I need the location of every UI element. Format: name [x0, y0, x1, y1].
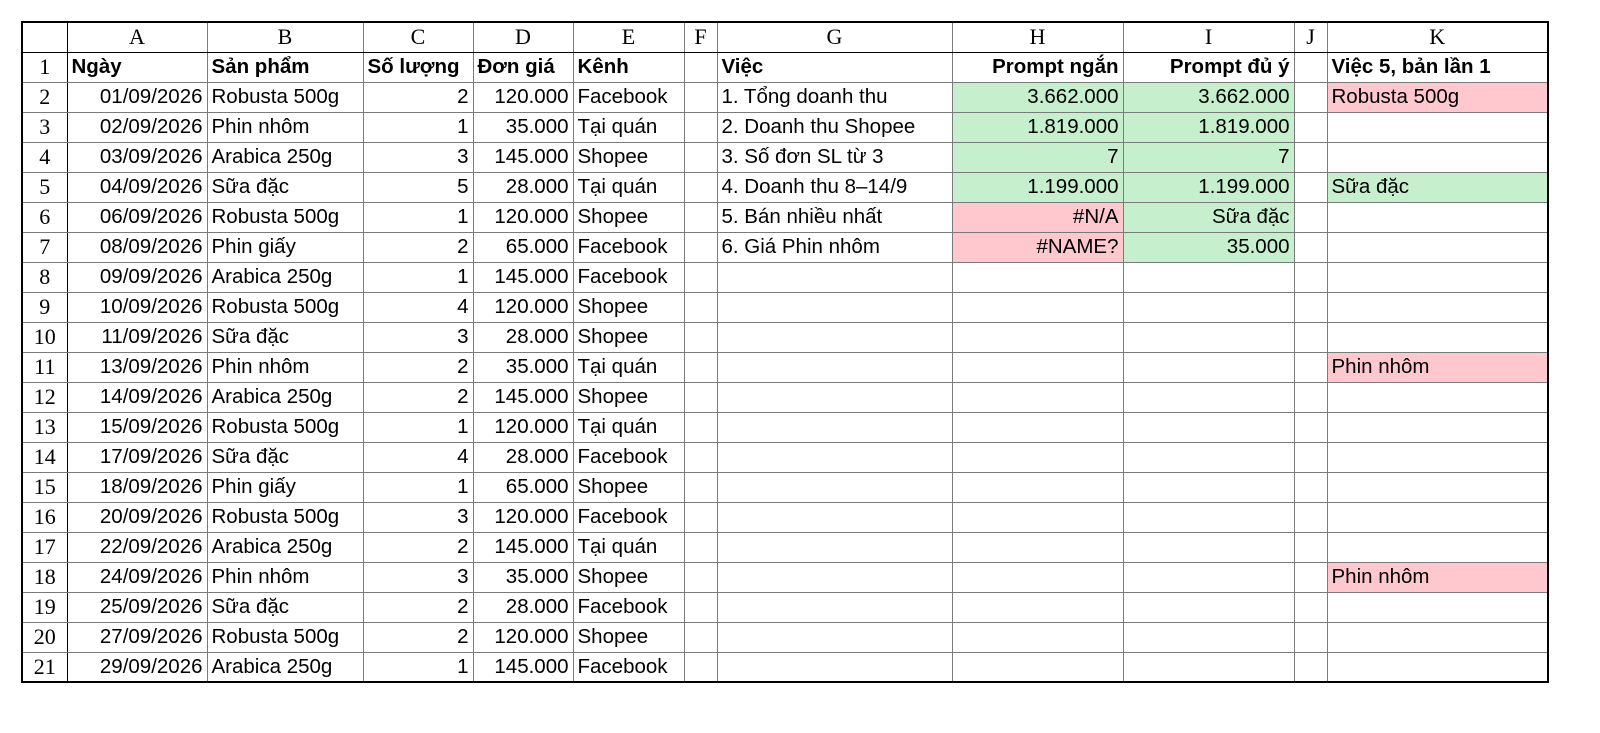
cell-h21[interactable]: [952, 652, 1123, 682]
cell-e1[interactable]: Kênh: [573, 52, 684, 82]
cell-d19[interactable]: 28.000: [473, 592, 573, 622]
cell-h17[interactable]: [952, 532, 1123, 562]
cell-j19[interactable]: [1294, 592, 1327, 622]
cell-d20[interactable]: 120.000: [473, 622, 573, 652]
cell-f15[interactable]: [684, 472, 717, 502]
cell-c9[interactable]: 4: [363, 292, 473, 322]
cell-c15[interactable]: 1: [363, 472, 473, 502]
sheet-row: [22, 562, 1548, 592]
cell-k2[interactable]: Robusta 500g: [1327, 82, 1548, 112]
cell-e14[interactable]: Facebook: [573, 442, 684, 472]
cell-h7[interactable]: #NAME?: [952, 232, 1123, 262]
cell-e10[interactable]: Shopee: [573, 322, 684, 352]
cell-a13[interactable]: 15/09/2026: [67, 412, 207, 442]
cell-d21[interactable]: 145.000: [473, 652, 573, 682]
row-header[interactable]: 3: [22, 112, 67, 142]
row-header[interactable]: 18: [22, 562, 67, 592]
cell-k15[interactable]: [1327, 472, 1548, 502]
row-header[interactable]: 4: [22, 142, 67, 172]
cell-k13[interactable]: [1327, 412, 1548, 442]
cell-b1[interactable]: Sản phẩm: [207, 52, 363, 82]
cell-k9[interactable]: [1327, 292, 1548, 322]
cell-e4[interactable]: Shopee: [573, 142, 684, 172]
cell-i2[interactable]: 3.662.000: [1123, 82, 1294, 112]
sheet-row: [22, 322, 1548, 352]
column-header-j[interactable]: J: [1294, 22, 1327, 52]
column-header-f[interactable]: F: [684, 22, 717, 52]
cell-j13[interactable]: [1294, 412, 1327, 442]
cell-i9[interactable]: [1123, 292, 1294, 322]
cell-a15[interactable]: 18/09/2026: [67, 472, 207, 502]
cell-j4[interactable]: [1294, 142, 1327, 172]
cell-e6[interactable]: Shopee: [573, 202, 684, 232]
cell-j5[interactable]: [1294, 172, 1327, 202]
cell-b5[interactable]: Sữa đặc: [207, 172, 363, 202]
cell-h2[interactable]: 3.662.000: [952, 82, 1123, 112]
cell-b18[interactable]: Phin nhôm: [207, 562, 363, 592]
cell-c20[interactable]: 2: [363, 622, 473, 652]
sheet-row: [22, 442, 1548, 472]
cell-f17[interactable]: [684, 532, 717, 562]
cell-f3[interactable]: [684, 112, 717, 142]
cell-b4[interactable]: Arabica 250g: [207, 142, 363, 172]
cell-h13[interactable]: [952, 412, 1123, 442]
cell-i10[interactable]: [1123, 322, 1294, 352]
cell-g20[interactable]: [717, 622, 952, 652]
cell-h1[interactable]: Prompt ngắn: [952, 52, 1123, 82]
cell-b13[interactable]: Robusta 500g: [207, 412, 363, 442]
column-header-d[interactable]: D: [473, 22, 573, 52]
cell-a2[interactable]: 01/09/2026: [67, 82, 207, 112]
sales-sheet-grid: [21, 21, 1549, 683]
cell-b9[interactable]: Robusta 500g: [207, 292, 363, 322]
cell-b17[interactable]: Arabica 250g: [207, 532, 363, 562]
row-header[interactable]: 14: [22, 442, 67, 472]
cell-d5[interactable]: 28.000: [473, 172, 573, 202]
row-header[interactable]: 12: [22, 382, 67, 412]
sheet-row: [22, 622, 1548, 652]
sheet-row: [22, 502, 1548, 532]
cell-g3[interactable]: 2. Doanh thu Shopee: [717, 112, 952, 142]
cell-a7[interactable]: 08/09/2026: [67, 232, 207, 262]
cell-f10[interactable]: [684, 322, 717, 352]
cell-e9[interactable]: Shopee: [573, 292, 684, 322]
cell-j8[interactable]: [1294, 262, 1327, 292]
cell-a20[interactable]: 27/09/2026: [67, 622, 207, 652]
cell-d18[interactable]: 35.000: [473, 562, 573, 592]
cell-i20[interactable]: [1123, 622, 1294, 652]
cell-g10[interactable]: [717, 322, 952, 352]
cell-g5[interactable]: 4. Doanh thu 8–14/9: [717, 172, 952, 202]
cell-f13[interactable]: [684, 412, 717, 442]
cell-k3[interactable]: [1327, 112, 1548, 142]
cell-f19[interactable]: [684, 592, 717, 622]
cell-f18[interactable]: [684, 562, 717, 592]
cell-j12[interactable]: [1294, 382, 1327, 412]
cell-j2[interactable]: [1294, 82, 1327, 112]
sheet-row: [22, 592, 1548, 622]
cell-h5[interactable]: 1.199.000: [952, 172, 1123, 202]
cell-e13[interactable]: Tại quán: [573, 412, 684, 442]
cell-g11[interactable]: [717, 352, 952, 382]
cell-c11[interactable]: 2: [363, 352, 473, 382]
cell-h15[interactable]: [952, 472, 1123, 502]
cell-i12[interactable]: [1123, 382, 1294, 412]
cell-g16[interactable]: [717, 502, 952, 532]
cell-h19[interactable]: [952, 592, 1123, 622]
cell-f16[interactable]: [684, 502, 717, 532]
cell-b15[interactable]: Phin giấy: [207, 472, 363, 502]
cell-c6[interactable]: 1: [363, 202, 473, 232]
cell-h18[interactable]: [952, 562, 1123, 592]
cell-a1[interactable]: Ngày: [67, 52, 207, 82]
cell-c4[interactable]: 3: [363, 142, 473, 172]
cell-i16[interactable]: [1123, 502, 1294, 532]
cell-g15[interactable]: [717, 472, 952, 502]
row-header[interactable]: 10: [22, 322, 67, 352]
cell-g18[interactable]: [717, 562, 952, 592]
cell-a14[interactable]: 17/09/2026: [67, 442, 207, 472]
sheet-row: [22, 202, 1548, 232]
cell-a21[interactable]: 29/09/2026: [67, 652, 207, 682]
row-header[interactable]: 21: [22, 652, 67, 682]
cell-c19[interactable]: 2: [363, 592, 473, 622]
row-header[interactable]: 9: [22, 292, 67, 322]
sheet-row: [22, 292, 1548, 322]
cell-i17[interactable]: [1123, 532, 1294, 562]
cell-a10[interactable]: 11/09/2026: [67, 322, 207, 352]
cell-j16[interactable]: [1294, 502, 1327, 532]
cell-b8[interactable]: Arabica 250g: [207, 262, 363, 292]
cell-e21[interactable]: Facebook: [573, 652, 684, 682]
cell-k21[interactable]: [1327, 652, 1548, 682]
cell-g14[interactable]: [717, 442, 952, 472]
cell-i1[interactable]: Prompt đủ ý: [1123, 52, 1294, 82]
sheet-row: [22, 412, 1548, 442]
cell-f14[interactable]: [684, 442, 717, 472]
cell-k11[interactable]: Phin nhôm: [1327, 352, 1548, 382]
cell-a18[interactable]: 24/09/2026: [67, 562, 207, 592]
cell-a19[interactable]: 25/09/2026: [67, 592, 207, 622]
sheet-row: [22, 472, 1548, 502]
cell-a11[interactable]: 13/09/2026: [67, 352, 207, 382]
cell-d8[interactable]: 145.000: [473, 262, 573, 292]
cell-h8[interactable]: [952, 262, 1123, 292]
cell-j1[interactable]: [1294, 52, 1327, 82]
cell-d9[interactable]: 120.000: [473, 292, 573, 322]
cell-j10[interactable]: [1294, 322, 1327, 352]
cell-a5[interactable]: 04/09/2026: [67, 172, 207, 202]
column-header-b[interactable]: B: [207, 22, 363, 52]
cell-k7[interactable]: [1327, 232, 1548, 262]
cell-d11[interactable]: 35.000: [473, 352, 573, 382]
row-header[interactable]: 7: [22, 232, 67, 262]
cell-d14[interactable]: 28.000: [473, 442, 573, 472]
cell-c5[interactable]: 5: [363, 172, 473, 202]
cell-b14[interactable]: Sữa đặc: [207, 442, 363, 472]
cell-c13[interactable]: 1: [363, 412, 473, 442]
cell-d3[interactable]: 35.000: [473, 112, 573, 142]
cell-j6[interactable]: [1294, 202, 1327, 232]
cell-f5[interactable]: [684, 172, 717, 202]
cell-j18[interactable]: [1294, 562, 1327, 592]
cell-j7[interactable]: [1294, 232, 1327, 262]
cell-j21[interactable]: [1294, 652, 1327, 682]
cell-k1[interactable]: Việc 5, bản lần 1: [1327, 52, 1548, 82]
cell-a17[interactable]: 22/09/2026: [67, 532, 207, 562]
cell-e16[interactable]: Facebook: [573, 502, 684, 532]
select-all-corner[interactable]: [22, 22, 67, 52]
cell-e7[interactable]: Facebook: [573, 232, 684, 262]
cell-h11[interactable]: [952, 352, 1123, 382]
cell-g12[interactable]: [717, 382, 952, 412]
cell-g6[interactable]: 5. Bán nhiều nhất: [717, 202, 952, 232]
cell-j14[interactable]: [1294, 442, 1327, 472]
cell-j17[interactable]: [1294, 532, 1327, 562]
cell-f1[interactable]: [684, 52, 717, 82]
cell-i19[interactable]: [1123, 592, 1294, 622]
cell-b19[interactable]: Sữa đặc: [207, 592, 363, 622]
cell-b16[interactable]: Robusta 500g: [207, 502, 363, 532]
cell-d15[interactable]: 65.000: [473, 472, 573, 502]
cell-c17[interactable]: 2: [363, 532, 473, 562]
cell-j15[interactable]: [1294, 472, 1327, 502]
sheet-row: [22, 82, 1548, 112]
cell-k8[interactable]: [1327, 262, 1548, 292]
cell-e5[interactable]: Tại quán: [573, 172, 684, 202]
cell-h10[interactable]: [952, 322, 1123, 352]
cell-j20[interactable]: [1294, 622, 1327, 652]
column-header-c[interactable]: C: [363, 22, 473, 52]
cell-i18[interactable]: [1123, 562, 1294, 592]
cell-g2[interactable]: 1. Tổng doanh thu: [717, 82, 952, 112]
cell-e20[interactable]: Shopee: [573, 622, 684, 652]
cell-j9[interactable]: [1294, 292, 1327, 322]
cell-d7[interactable]: 65.000: [473, 232, 573, 262]
cell-k6[interactable]: [1327, 202, 1548, 232]
cell-g13[interactable]: [717, 412, 952, 442]
cell-c7[interactable]: 2: [363, 232, 473, 262]
cell-g9[interactable]: [717, 292, 952, 322]
row-header[interactable]: 6: [22, 202, 67, 232]
cell-f11[interactable]: [684, 352, 717, 382]
cell-c18[interactable]: 3: [363, 562, 473, 592]
cell-i8[interactable]: [1123, 262, 1294, 292]
cell-a4[interactable]: 03/09/2026: [67, 142, 207, 172]
sheet-row: [22, 112, 1548, 142]
sheet-row: [22, 142, 1548, 172]
cell-k14[interactable]: [1327, 442, 1548, 472]
cell-c3[interactable]: 1: [363, 112, 473, 142]
cell-e17[interactable]: Tại quán: [573, 532, 684, 562]
cell-g8[interactable]: [717, 262, 952, 292]
column-header-h[interactable]: H: [952, 22, 1123, 52]
cell-i6[interactable]: Sữa đặc: [1123, 202, 1294, 232]
cell-j11[interactable]: [1294, 352, 1327, 382]
cell-h6[interactable]: #N/A: [952, 202, 1123, 232]
cell-i4[interactable]: 7: [1123, 142, 1294, 172]
sheet-row: [22, 172, 1548, 202]
cell-g19[interactable]: [717, 592, 952, 622]
cell-c2[interactable]: 2: [363, 82, 473, 112]
cell-d10[interactable]: 28.000: [473, 322, 573, 352]
cell-i11[interactable]: [1123, 352, 1294, 382]
cell-a3[interactable]: 02/09/2026: [67, 112, 207, 142]
cell-h4[interactable]: 7: [952, 142, 1123, 172]
cell-f12[interactable]: [684, 382, 717, 412]
cell-k4[interactable]: [1327, 142, 1548, 172]
cell-b2[interactable]: Robusta 500g: [207, 82, 363, 112]
cell-k17[interactable]: [1327, 532, 1548, 562]
cell-e3[interactable]: Tại quán: [573, 112, 684, 142]
sheet-row: [22, 52, 1548, 82]
sheet-row: [22, 382, 1548, 412]
column-header-i[interactable]: I: [1123, 22, 1294, 52]
cell-b10[interactable]: Sữa đặc: [207, 322, 363, 352]
cell-a16[interactable]: 20/09/2026: [67, 502, 207, 532]
column-header-k[interactable]: K: [1327, 22, 1548, 52]
cell-h9[interactable]: [952, 292, 1123, 322]
cell-a12[interactable]: 14/09/2026: [67, 382, 207, 412]
cell-i5[interactable]: 1.199.000: [1123, 172, 1294, 202]
cell-g7[interactable]: 6. Giá Phin nhôm: [717, 232, 952, 262]
sheet-row: [22, 232, 1548, 262]
cell-d17[interactable]: 145.000: [473, 532, 573, 562]
cell-g21[interactable]: [717, 652, 952, 682]
sheet-row: [22, 532, 1548, 562]
row-header[interactable]: 17: [22, 532, 67, 562]
cell-c16[interactable]: 3: [363, 502, 473, 532]
cell-c14[interactable]: 4: [363, 442, 473, 472]
cell-d4[interactable]: 145.000: [473, 142, 573, 172]
cell-k18[interactable]: Phin nhôm: [1327, 562, 1548, 592]
cell-h12[interactable]: [952, 382, 1123, 412]
cell-e12[interactable]: Shopee: [573, 382, 684, 412]
cell-b20[interactable]: Robusta 500g: [207, 622, 363, 652]
cell-k12[interactable]: [1327, 382, 1548, 412]
cell-i14[interactable]: [1123, 442, 1294, 472]
cell-f21[interactable]: [684, 652, 717, 682]
spreadsheet: [21, 21, 1549, 683]
cell-g4[interactable]: 3. Số đơn SL từ 3: [717, 142, 952, 172]
cell-g1[interactable]: Việc: [717, 52, 952, 82]
row-header[interactable]: 8: [22, 262, 67, 292]
cell-f9[interactable]: [684, 292, 717, 322]
cell-a8[interactable]: 09/09/2026: [67, 262, 207, 292]
sheet-row: [22, 352, 1548, 382]
cell-b3[interactable]: Phin nhôm: [207, 112, 363, 142]
cell-f8[interactable]: [684, 262, 717, 292]
cell-a9[interactable]: 10/09/2026: [67, 292, 207, 322]
cell-e15[interactable]: Shopee: [573, 472, 684, 502]
cell-h3[interactable]: 1.819.000: [952, 112, 1123, 142]
cell-d1[interactable]: Đơn giá: [473, 52, 573, 82]
cell-d6[interactable]: 120.000: [473, 202, 573, 232]
row-header[interactable]: 5: [22, 172, 67, 202]
column-header-row: [22, 22, 1548, 52]
cell-c21[interactable]: 1: [363, 652, 473, 682]
cell-c10[interactable]: 3: [363, 322, 473, 352]
cell-h16[interactable]: [952, 502, 1123, 532]
cell-c8[interactable]: 1: [363, 262, 473, 292]
sheet-row: [22, 262, 1548, 292]
cell-i21[interactable]: [1123, 652, 1294, 682]
cell-c1[interactable]: Số lượng: [363, 52, 473, 82]
cell-b7[interactable]: Phin giấy: [207, 232, 363, 262]
cell-e19[interactable]: Facebook: [573, 592, 684, 622]
cell-g17[interactable]: [717, 532, 952, 562]
cell-b11[interactable]: Phin nhôm: [207, 352, 363, 382]
row-header[interactable]: 16: [22, 502, 67, 532]
cell-e8[interactable]: Facebook: [573, 262, 684, 292]
row-header[interactable]: 19: [22, 592, 67, 622]
cell-f6[interactable]: [684, 202, 717, 232]
row-header[interactable]: 2: [22, 82, 67, 112]
cell-b6[interactable]: Robusta 500g: [207, 202, 363, 232]
cell-b12[interactable]: Arabica 250g: [207, 382, 363, 412]
cell-h20[interactable]: [952, 622, 1123, 652]
cell-a6[interactable]: 06/09/2026: [67, 202, 207, 232]
row-header[interactable]: 11: [22, 352, 67, 382]
cell-i15[interactable]: [1123, 472, 1294, 502]
cell-i7[interactable]: 35.000: [1123, 232, 1294, 262]
cell-d12[interactable]: 145.000: [473, 382, 573, 412]
row-header[interactable]: 20: [22, 622, 67, 652]
column-header-g[interactable]: G: [717, 22, 952, 52]
cell-k16[interactable]: [1327, 502, 1548, 532]
row-header[interactable]: 1: [22, 52, 67, 82]
cell-f20[interactable]: [684, 622, 717, 652]
row-header[interactable]: 13: [22, 412, 67, 442]
cell-d13[interactable]: 120.000: [473, 412, 573, 442]
cell-h14[interactable]: [952, 442, 1123, 472]
cell-i3[interactable]: 1.819.000: [1123, 112, 1294, 142]
cell-b21[interactable]: Arabica 250g: [207, 652, 363, 682]
cell-c12[interactable]: 2: [363, 382, 473, 412]
cell-k20[interactable]: [1327, 622, 1548, 652]
cell-j3[interactable]: [1294, 112, 1327, 142]
cell-f2[interactable]: [684, 82, 717, 112]
cell-k5[interactable]: Sữa đặc: [1327, 172, 1548, 202]
cell-e2[interactable]: Facebook: [573, 82, 684, 112]
cell-e11[interactable]: Tại quán: [573, 352, 684, 382]
cell-e18[interactable]: Shopee: [573, 562, 684, 592]
cell-d16[interactable]: 120.000: [473, 502, 573, 532]
cell-f4[interactable]: [684, 142, 717, 172]
cell-i13[interactable]: [1123, 412, 1294, 442]
column-header-a[interactable]: A: [67, 22, 207, 52]
cell-d2[interactable]: 120.000: [473, 82, 573, 112]
cell-k19[interactable]: [1327, 592, 1548, 622]
sheet-row: [22, 652, 1548, 682]
cell-f7[interactable]: [684, 232, 717, 262]
row-header[interactable]: 15: [22, 472, 67, 502]
column-header-e[interactable]: E: [573, 22, 684, 52]
cell-k10[interactable]: [1327, 322, 1548, 352]
